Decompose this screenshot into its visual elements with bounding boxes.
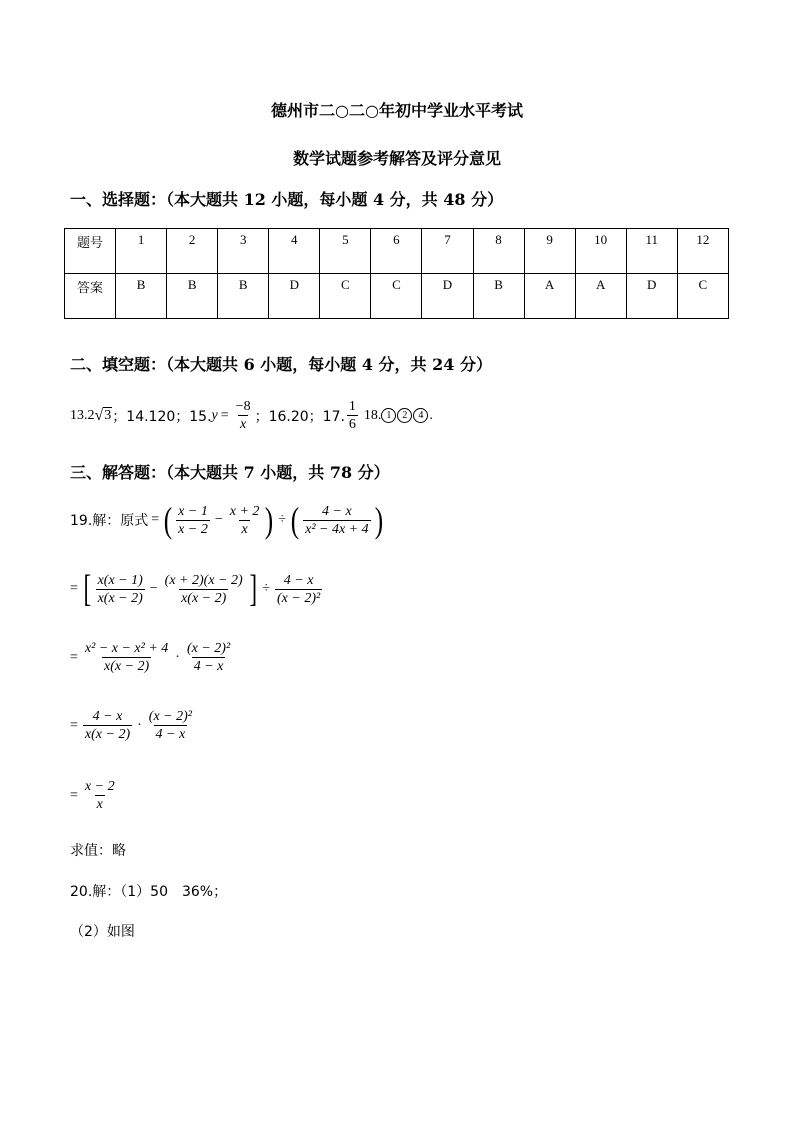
question-number-cell: 10 (575, 229, 626, 274)
q17-den: 6 (348, 417, 356, 432)
q20-line-2: （2）如图 (70, 924, 135, 940)
s4-f1-den: x(x − 2) (84, 727, 131, 742)
eval-note: 求值：略 (70, 843, 126, 859)
answer-cell: A (524, 274, 575, 319)
q16-text: ；16.20；17. (254, 408, 345, 425)
question-number-cell: 8 (473, 229, 524, 274)
section-choice-heading: 一、选择题：（本大题共 12 小题，每小题 4 分，共 48 分） (70, 190, 504, 209)
q13-radicand: 3 (104, 408, 112, 423)
answer-cell: D (626, 274, 677, 319)
answer-table (64, 228, 729, 319)
s3-f2-num: (x − 2)² (186, 641, 231, 656)
s4-f1-num: 4 − x (92, 709, 123, 724)
s1-f2-den: x (241, 521, 248, 537)
s1-f3-num: 4 − x (322, 503, 352, 519)
s4-f2-den: 4 − x (155, 727, 186, 742)
fill-answers-line: 13. 2 √ 3 ；14.120；15. y = $\frac{-8}{x}$ ；16.20；17. $\frac{1}{6}$ 18. 1 2 4 . (70, 399, 433, 432)
q18-circle-1: 1 (381, 408, 396, 423)
answer-cell: B (167, 274, 218, 319)
q19-step-3: = $\frac{\text{x² − x − x² + 4}}{x(x - 2)}$ · $\frac{\text{(x − 2)²}}{4 - x}$ (70, 641, 231, 674)
q13-prefix: 13. (70, 407, 88, 423)
s5-f1-den: x (96, 797, 103, 812)
q18-prefix: 18. (363, 407, 382, 423)
table-answer-label: 答案 (65, 274, 116, 319)
sqrt-icon: √ (94, 406, 104, 424)
table-row (65, 229, 729, 274)
answer-cell: C (677, 274, 728, 319)
question-number-cell: 6 (371, 229, 422, 274)
answer-cell: C (320, 274, 371, 319)
q18-end: . (429, 407, 433, 423)
s1-f2-num: x + 2 (229, 503, 260, 519)
question-number-cell: 12 (677, 229, 728, 274)
question-number-cell: 9 (524, 229, 575, 274)
s1-f1-den: x − 2 (178, 521, 208, 537)
q18-circle-2: 2 (397, 408, 412, 423)
table-header-label: 题号 (65, 229, 116, 274)
q19-step-2: = [ $\frac{x(x - 1)}{x(x - 2)}$ − $\frac{(x + 2)(x - 2)}{x(x - 2)}$ ] ÷ $\frac{4 - x}{\text{(x − 2)²}}$ (70, 568, 321, 610)
answer-cell: C (371, 274, 422, 319)
q14-text: ；14.120；15. (112, 408, 212, 425)
s3-f1-num: x² − x − x² + 4 (84, 641, 169, 656)
s3-f2-den: 4 − x (193, 659, 224, 674)
s2-f3-den: (x − 2)² (277, 590, 321, 606)
question-number-cell: 5 (320, 229, 371, 274)
s3-f1-den: x(x − 2) (104, 659, 150, 674)
question-number-cell: 3 (218, 229, 269, 274)
s2-f1-den: x(x − 2) (97, 590, 143, 606)
q13-coef: 2 (87, 407, 95, 423)
s2-f1-num: x(x − 1) (97, 572, 143, 588)
q15-num: −8 (235, 399, 251, 414)
s1-f3-den: x² − 4x + 4 (305, 521, 369, 537)
q19-step-5: = $\frac{x - 2}{x}$ (70, 779, 115, 812)
s4-f2-num: (x − 2)² (148, 709, 192, 724)
s5-f1-num: x − 2 (84, 779, 115, 794)
q15-y: y (211, 407, 218, 423)
section-solve-heading: 三、解答题：（本大题共 7 小题，共 78 分） (70, 463, 390, 482)
q15-den: x (240, 417, 247, 432)
answer-cell: A (575, 274, 626, 319)
s2-f2-num: (x + 2)(x − 2) (164, 572, 243, 588)
answer-cell: B (473, 274, 524, 319)
answer-cell: D (269, 274, 320, 319)
q19-step-1: 19.解：原式 = ( $\frac{x - 1}{x - 2}$ − $\frac{x + 2}{x}$ ) ÷ ( $\frac{4 - x}{\text{x² − 4x + 4}}$ ) (70, 500, 383, 540)
question-number-cell: 2 (167, 229, 218, 274)
section-fill-heading: 二、填空题：（本大题共 6 小题，每小题 4 分，共 24 分） (70, 355, 492, 374)
question-number-cell: 1 (116, 229, 167, 274)
answer-cell: B (218, 274, 269, 319)
s2-f3-num: 4 − x (283, 572, 314, 588)
document-subtitle: 数学试题参考解答及评分意见 (292, 149, 501, 168)
s2-f2-den: x(x − 2) (181, 590, 227, 606)
s1-f1-num: x − 1 (178, 503, 208, 519)
q17-num: 1 (348, 399, 356, 414)
document-title: 德州市二○二○年初中学业水平考试 (271, 101, 523, 120)
table-row (65, 274, 729, 319)
q17-fraction (347, 398, 358, 433)
q19-label: 19.解：原式 (70, 513, 149, 529)
answer-cell: B (116, 274, 167, 319)
answer-cell: D (422, 274, 473, 319)
q18-circle-3: 4 (413, 408, 428, 423)
q15-fraction (234, 398, 253, 433)
question-number-cell: 11 (626, 229, 677, 274)
question-number-cell: 7 (422, 229, 473, 274)
q20-line-1: 20.解：（1）50 36%； (70, 884, 228, 900)
question-number-cell: 4 (269, 229, 320, 274)
q19-step-4: = $\frac{4 - x}{x(x - 2)}$ · $\frac{\text{(x − 2)²}}{4 - x}$ (70, 709, 192, 742)
